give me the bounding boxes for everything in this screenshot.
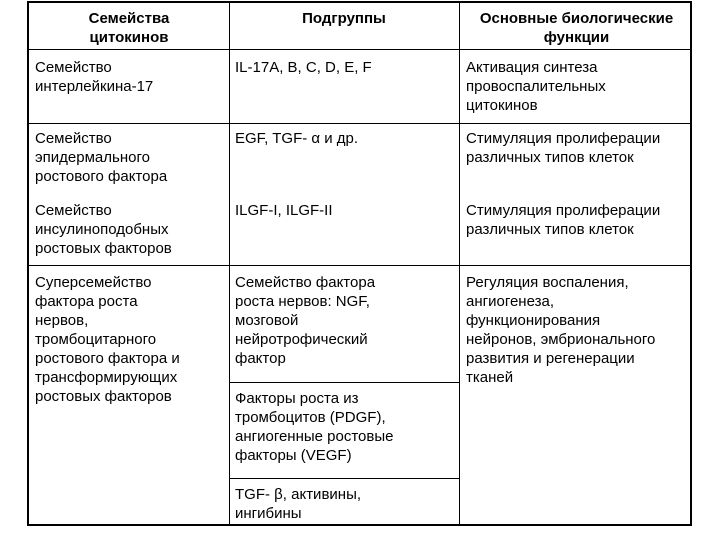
row-superfamily-subgroup-ngf: Семейство фактора роста нервов: NGF, мозговой нейротрофический фактор bbox=[235, 274, 376, 367]
row-divider-1 bbox=[29, 123, 690, 124]
row-superfamily-family: Суперсемейство фактора роста нервов, тромбоцитарного ростового фактора и трансформирующих ростовых факторов bbox=[35, 274, 180, 405]
row-il17-family: Семейство интерлейкина-17 bbox=[35, 59, 154, 95]
row-ilgf-family: Семейство инсулиноподобных ростовых факторов bbox=[35, 202, 172, 257]
header-subgroups: Подгруппы bbox=[302, 10, 386, 27]
header-functions: Основные биологические функции bbox=[479, 10, 674, 46]
column-divider-2 bbox=[459, 3, 460, 524]
row-divider-2 bbox=[29, 265, 690, 266]
subgroup-divider-1 bbox=[229, 382, 459, 383]
subgroup-divider-2 bbox=[229, 478, 459, 479]
row-egf-family: Семейство эпидермального ростового фактора bbox=[35, 130, 168, 185]
row-il17-functions: Активация синтеза провоспалительных цитокинов bbox=[466, 59, 606, 114]
row-ilgf-functions: Стимуляция пролиферации различных типов клеток bbox=[466, 202, 661, 238]
row-egf-functions: Стимуляция пролиферации различных типов клеток bbox=[466, 130, 661, 166]
row-il17-subgroups: IL-17A, B, C, D, E, F bbox=[235, 59, 372, 76]
row-ilgf-subgroups: ILGF-I, ILGF-II bbox=[235, 202, 333, 219]
row-egf-subgroups: EGF, TGF- α и др. bbox=[235, 130, 359, 147]
header-divider bbox=[29, 49, 690, 50]
cytokine-table bbox=[27, 1, 692, 526]
row-superfamily-subgroup-tgf: TGF- β, активины, ингибины bbox=[235, 486, 362, 522]
row-superfamily-functions: Регуляция воспаления, ангиогенеза, функционирования нейронов, эмбрионального развития и регенерации тканей bbox=[466, 274, 656, 386]
header-families: Семейства цитокинов bbox=[88, 10, 170, 46]
column-divider-1 bbox=[229, 3, 230, 524]
row-superfamily-subgroup-pdgf: Факторы роста из тромбоцитов (PDGF), ангиогенные ростовые факторы (VEGF) bbox=[235, 390, 394, 464]
